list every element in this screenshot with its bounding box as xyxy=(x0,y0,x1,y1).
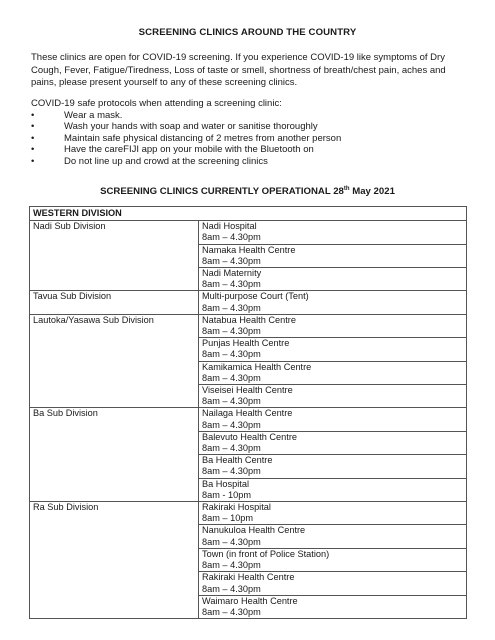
protocol-item: • Have the careFIJI app on your mobile with the Bluetooth on xyxy=(31,144,314,156)
clinic-cell xyxy=(199,455,467,478)
clinic-name: Nanukuloa Health Centre xyxy=(202,525,306,536)
clinic-hours: 8am - 10pm xyxy=(202,489,252,500)
clinic-cell xyxy=(199,361,467,384)
protocol-item: • Maintain safe physical distancing of 2 metres from another person xyxy=(31,132,342,144)
clinic-hours: 8am – 4.30pm xyxy=(202,255,261,266)
clinic-name: Rakiraki Hospital xyxy=(202,502,271,513)
table-row xyxy=(30,478,467,501)
division-row xyxy=(30,207,467,221)
subdivision-cell xyxy=(30,455,199,478)
clinic-cell xyxy=(199,221,467,244)
table-title: SCREENING CLINICS CURRENTLY OPERATIONAL 28th May 2021 xyxy=(100,186,395,198)
clinic-cell xyxy=(199,338,467,361)
clinic-hours: 8am – 4.30pm xyxy=(202,326,261,337)
clinic-name: Town (in front of Police Station) xyxy=(202,548,330,559)
clinic-name: Namaka Health Centre xyxy=(202,244,296,255)
protocol-item: • Do not line up and crowd at the screening clinics xyxy=(31,155,268,167)
clinic-cell xyxy=(199,314,467,337)
clinic-cell xyxy=(199,408,467,431)
table-row xyxy=(30,221,467,244)
clinics-table xyxy=(29,206,467,619)
subdivision-cell xyxy=(30,244,199,267)
clinic-hours: 8am – 4.30pm xyxy=(202,396,261,407)
clinic-name: Punjas Health Centre xyxy=(202,338,290,349)
clinic-cell xyxy=(199,595,467,618)
protocol-item: • Wear a mask. xyxy=(31,110,123,121)
clinic-name: Nadi Hospital xyxy=(202,221,257,232)
table-row xyxy=(30,385,467,408)
clinic-hours: 8am – 4.30pm xyxy=(202,372,261,383)
clinic-hours: 8am – 4.30pm xyxy=(202,302,261,313)
subdivision-cell: Ba Sub Division xyxy=(30,408,199,431)
subdivision-cell xyxy=(30,338,199,361)
subdivision-cell xyxy=(30,385,199,408)
clinic-name: Kamikamica Health Centre xyxy=(202,361,312,372)
table-row xyxy=(30,338,467,361)
clinic-name: Nailaga Health Centre xyxy=(202,408,293,419)
table-row xyxy=(30,291,467,314)
table-row xyxy=(30,314,467,337)
table-row xyxy=(30,455,467,478)
subdivision-cell xyxy=(30,268,199,291)
clinic-name: Nadi Maternity xyxy=(202,268,262,279)
clinic-name: Multi-purpose Court (Tent) xyxy=(202,291,309,302)
clinic-cell xyxy=(199,431,467,454)
clinic-hours: 8am – 4.30pm xyxy=(202,419,261,430)
subdivision-cell xyxy=(30,431,199,454)
clinic-cell xyxy=(199,478,467,501)
clinic-hours: 8am – 4.30pm xyxy=(202,279,261,290)
subdivision-cell: Nadi Sub Division xyxy=(30,221,199,244)
clinic-cell xyxy=(199,268,467,291)
bullet-icon: • xyxy=(31,121,35,133)
clinic-hours: 8am – 4.30pm xyxy=(202,536,261,547)
bullet-icon: • xyxy=(31,144,35,156)
subdivision-cell xyxy=(30,478,199,501)
clinic-cell xyxy=(199,291,467,314)
division-name: WESTERN DIVISION xyxy=(30,207,467,221)
clinic-cell xyxy=(199,525,467,548)
clinic-cell xyxy=(199,502,467,525)
clinic-cell xyxy=(199,244,467,267)
subdivision-cell xyxy=(30,548,199,571)
subdivision-cell xyxy=(30,361,199,384)
subdivision-cell xyxy=(30,595,199,618)
protocols-heading: COVID-19 safe protocols when attending a screening clinic: xyxy=(31,98,282,109)
table-row xyxy=(30,431,467,454)
table-row xyxy=(30,408,467,431)
clinic-cell xyxy=(199,385,467,408)
bullet-icon: • xyxy=(31,110,35,121)
clinic-hours: 8am – 4.30pm xyxy=(202,560,261,571)
clinic-hours: 8am – 10pm xyxy=(202,513,254,524)
table-row xyxy=(30,268,467,291)
intro-paragraph: These clinics are open for COVID-19 screening. If you experience COVID-19 like symptoms of Dry Cough, Fever, Fatigue/Tiredness, Loss of taste or smell, shortness of breath/chest pain, aches and pains, please present yourself to any of these screening clinics. xyxy=(31,52,446,88)
subdivision-cell xyxy=(30,572,199,595)
clinic-cell xyxy=(199,572,467,595)
clinic-cell xyxy=(199,548,467,571)
protocol-item: • Wash your hands with soap and water or sanitise thoroughly xyxy=(31,121,318,133)
clinic-hours: 8am – 4.30pm xyxy=(202,349,261,360)
subdivision-cell: Ra Sub Division xyxy=(30,502,199,525)
table-row xyxy=(30,502,467,525)
clinic-hours: 8am – 4.30pm xyxy=(202,443,261,454)
subdivision-cell: Lautoka/Yasawa Sub Division xyxy=(30,314,199,337)
table-row xyxy=(30,525,467,548)
page-title: SCREENING CLINICS AROUND THE COUNTRY xyxy=(138,27,357,38)
clinic-name: Ba Health Centre xyxy=(202,455,273,466)
clinic-name: Viseisei Health Centre xyxy=(202,385,293,396)
table-row xyxy=(30,572,467,595)
subdivision-cell: Tavua Sub Division xyxy=(30,291,199,314)
clinic-name: Balevuto Health Centre xyxy=(202,431,297,442)
bullet-icon: • xyxy=(31,132,35,144)
subdivision-cell xyxy=(30,525,199,548)
table-row xyxy=(30,595,467,618)
clinic-name: Ba Hospital xyxy=(202,478,249,489)
table-row xyxy=(30,361,467,384)
clinic-hours: 8am – 4.30pm xyxy=(202,606,261,617)
clinic-hours: 8am – 4.30pm xyxy=(202,466,261,477)
clinic-hours: 8am – 4.30pm xyxy=(202,232,261,243)
clinic-name: Rakiraki Health Centre xyxy=(202,572,295,583)
bullet-icon: • xyxy=(31,155,35,167)
clinic-name: Natabua Health Centre xyxy=(202,314,296,325)
clinic-name: Waimaro Health Centre xyxy=(202,595,298,606)
clinic-hours: 8am – 4.30pm xyxy=(202,583,261,594)
table-row xyxy=(30,244,467,267)
protocols-list xyxy=(31,110,341,167)
table-row xyxy=(30,548,467,571)
